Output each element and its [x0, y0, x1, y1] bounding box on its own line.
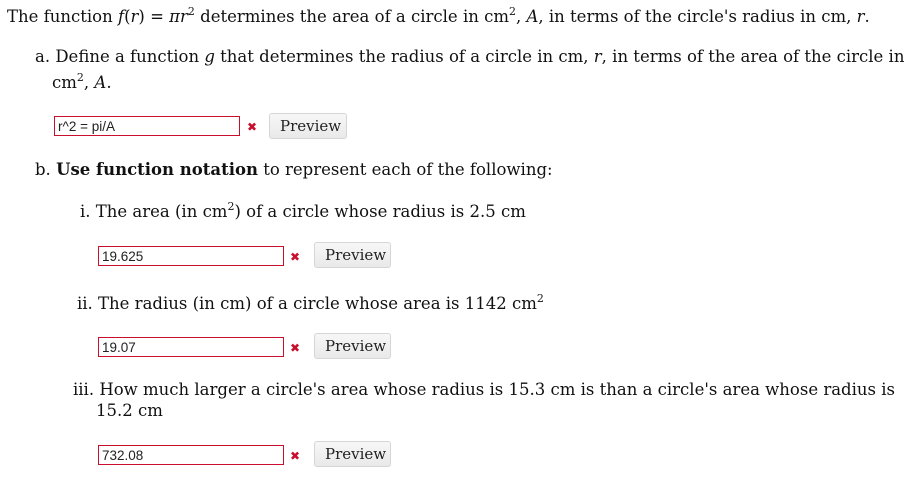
- exponent: 2: [187, 5, 195, 18]
- exponent: 2: [536, 292, 544, 305]
- incorrect-mark-icon: ✖: [290, 341, 301, 355]
- answer-input-ii[interactable]: [98, 337, 284, 357]
- preview-button-ii[interactable]: Preview: [314, 333, 391, 359]
- variable-r: r: [856, 7, 865, 26]
- part-a-text: cm: [52, 73, 77, 92]
- intro-text-part: ,: [515, 7, 527, 26]
- intro-text-part: The function: [7, 7, 118, 26]
- variable-r: r: [180, 7, 188, 26]
- variable-r: r: [593, 47, 602, 66]
- item-iii-prompt-line2: 15.2 cm: [96, 401, 163, 420]
- pi-symbol: π: [169, 7, 181, 26]
- incorrect-mark-icon: ✖: [247, 120, 258, 134]
- exponent: 2: [76, 71, 84, 84]
- part-b-emphasis: Use function notation: [56, 160, 258, 179]
- preview-button-iii[interactable]: Preview: [314, 441, 391, 467]
- equals-sign: =: [144, 7, 170, 26]
- item-i-prompt: [80, 201, 526, 223]
- part-a-text: that determines the radius of a circle in cm,: [214, 47, 594, 66]
- answer-input-a[interactable]: [54, 116, 240, 136]
- exponent: 2: [227, 200, 235, 213]
- part-b-heading: [35, 159, 553, 181]
- item-ii-text: ii. The radius (in cm) of a circle whose area is 1142 cm: [77, 294, 537, 313]
- exponent: 2: [508, 5, 516, 18]
- part-a-text: ,: [83, 73, 95, 92]
- intro-text-part: determines the area of a circle in cm: [194, 7, 509, 26]
- item-i-text: ) of a circle whose radius is 2.5 cm: [234, 202, 526, 221]
- item-i-text: i. The area (in cm: [80, 202, 228, 221]
- intro-text-part: .: [864, 7, 870, 26]
- incorrect-mark-icon: ✖: [290, 449, 301, 463]
- item-ii-prompt: [77, 293, 544, 315]
- variable-a: A: [94, 73, 107, 92]
- part-a-text: , in terms of the area of the circle in: [601, 47, 904, 66]
- item-iii-prompt-line1: iii. How much larger a circle's area whose radius is 15.3 cm is than a circle's area whose radius is: [73, 380, 895, 399]
- part-a-text: a. Define a function: [35, 47, 205, 66]
- preview-button-i[interactable]: Preview: [314, 242, 391, 268]
- intro-text-part: , in terms of the circle's radius in cm,: [538, 7, 857, 26]
- answer-input-iii[interactable]: [98, 445, 284, 465]
- function-name: f: [117, 7, 125, 26]
- part-b-label: b.: [35, 160, 57, 179]
- answer-input-i[interactable]: [98, 246, 284, 266]
- variable-g: g: [204, 47, 215, 66]
- preview-button-a[interactable]: Preview: [269, 113, 347, 139]
- incorrect-mark-icon: ✖: [290, 250, 301, 264]
- part-b-text: to represent each of the following:: [257, 160, 553, 179]
- part-a-text: .: [106, 73, 112, 92]
- variable-a: A: [526, 7, 539, 26]
- intro-text: The function $f(r) = \pi r^2$ determines the area of a circle in $cm^2$, A, in terms of the circle's radius in cm, r.: [7, 5, 870, 26]
- variable-r: r: [130, 7, 139, 26]
- part-a-prompt-line1: [35, 46, 904, 68]
- part-a-prompt-line2: [52, 72, 112, 94]
